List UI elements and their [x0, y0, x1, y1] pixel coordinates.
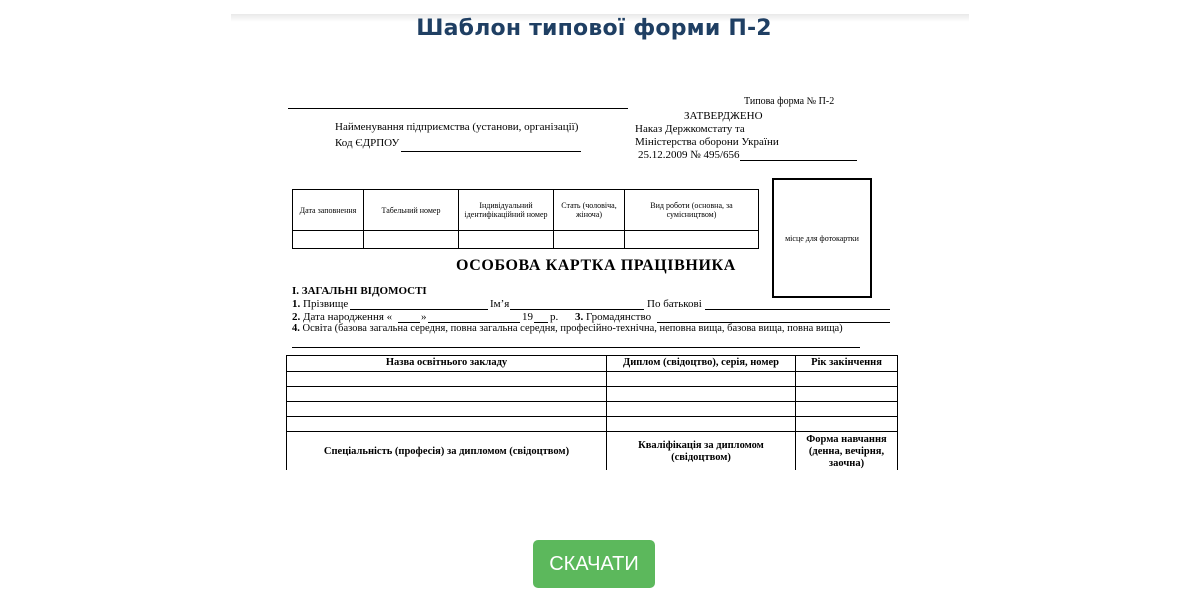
table-cell — [607, 417, 796, 432]
header-work-type: Вид роботи (основна, за сумісництвом) — [625, 190, 759, 231]
education-table — [286, 355, 898, 470]
table-cell — [287, 402, 607, 417]
field-4-row — [292, 323, 843, 334]
header-tax-id: Індивідуальний ідентифікаційний номер — [459, 190, 554, 231]
edrpou-label: Код ЄДРПОУ — [335, 137, 400, 149]
name-line — [510, 309, 644, 310]
table-cell — [796, 417, 898, 432]
name-label: Ім’я — [490, 298, 510, 310]
table-cell — [364, 231, 459, 249]
surname-line — [350, 309, 488, 310]
page-title: Шаблон типової форми П-2 — [416, 16, 772, 41]
field-4-number: 4. — [292, 323, 300, 334]
form-label: Типова форма № П-2 — [744, 96, 835, 107]
download-button[interactable]: СКАЧАТИ — [533, 540, 655, 588]
table-cell — [459, 231, 554, 249]
header-gender: Стать (чоловіча, жіноча) — [554, 190, 625, 231]
table-cell — [796, 387, 898, 402]
table-cell — [625, 231, 759, 249]
table-cell — [293, 231, 364, 249]
header-fill-date: Дата заповнення — [293, 190, 364, 231]
approval-line-1: Наказ Держкомстату та — [635, 123, 745, 135]
header-institution: Назва освітнього закладу — [287, 356, 607, 372]
photo-label: місце для фотокартки — [785, 233, 859, 243]
birth-close: » — [421, 311, 427, 323]
approval-line-3: 25.12.2009 № 495/656 — [638, 149, 740, 161]
table-cell — [287, 372, 607, 387]
form-document-preview — [280, 90, 910, 470]
education-line — [292, 347, 860, 348]
header-diploma: Диплом (свідоцтво), серія, номер — [607, 356, 796, 372]
patronymic-label: По батькові — [647, 298, 702, 310]
header-personnel-number: Табельний номер — [364, 190, 459, 231]
field-3-row — [575, 311, 651, 323]
org-name-line — [288, 108, 628, 109]
education-label: Освіта (базова загальна середня, повна загальна середня, професійно-технічна, неповна вища, базова вища, повна вища) — [302, 323, 843, 334]
edrpou-line — [401, 151, 581, 152]
table-cell — [607, 402, 796, 417]
approval-line-2: Міністерства оборони України — [635, 136, 779, 148]
header-specialty: Спеціальність (професія) за дипломом (свідоцтвом) — [287, 432, 607, 471]
birth-label: Дата народження « — [303, 311, 393, 323]
field-2-number: 2. — [292, 311, 301, 323]
table-cell — [607, 372, 796, 387]
field-1-row — [292, 298, 348, 310]
photo-placeholder — [772, 178, 872, 298]
table-cell — [607, 387, 796, 402]
employee-info-table — [292, 189, 759, 249]
card-title: ОСОБОВА КАРТКА ПРАЦІВНИКА — [456, 257, 736, 274]
approval-line — [740, 160, 857, 161]
surname-label: Прізвище — [303, 298, 349, 310]
table-cell — [554, 231, 625, 249]
header-qualification: Кваліфікація за дипломом (свідоцтвом) — [607, 432, 796, 471]
table-cell — [287, 417, 607, 432]
field-1-number: 1. — [292, 298, 301, 310]
field-3-number: 3. — [575, 311, 584, 323]
citizenship-label: Громадянство — [586, 311, 652, 323]
patronymic-line — [705, 309, 890, 310]
header-graduation-year: Рік закінчення — [796, 356, 898, 372]
year-suffix: р. — [550, 311, 559, 323]
year-prefix: 19 — [522, 311, 533, 323]
header-study-form: Форма навчання (денна, вечірня, заочна) — [796, 432, 898, 471]
section-title: І. ЗАГАЛЬНІ ВІДОМОСТІ — [292, 285, 427, 297]
org-name-label: Найменування підприємства (установи, організації) — [335, 121, 579, 133]
table-cell — [796, 402, 898, 417]
table-cell — [796, 372, 898, 387]
field-2-row — [292, 311, 392, 323]
approved-label: ЗАТВЕРДЖЕНО — [684, 110, 763, 122]
table-cell — [287, 387, 607, 402]
